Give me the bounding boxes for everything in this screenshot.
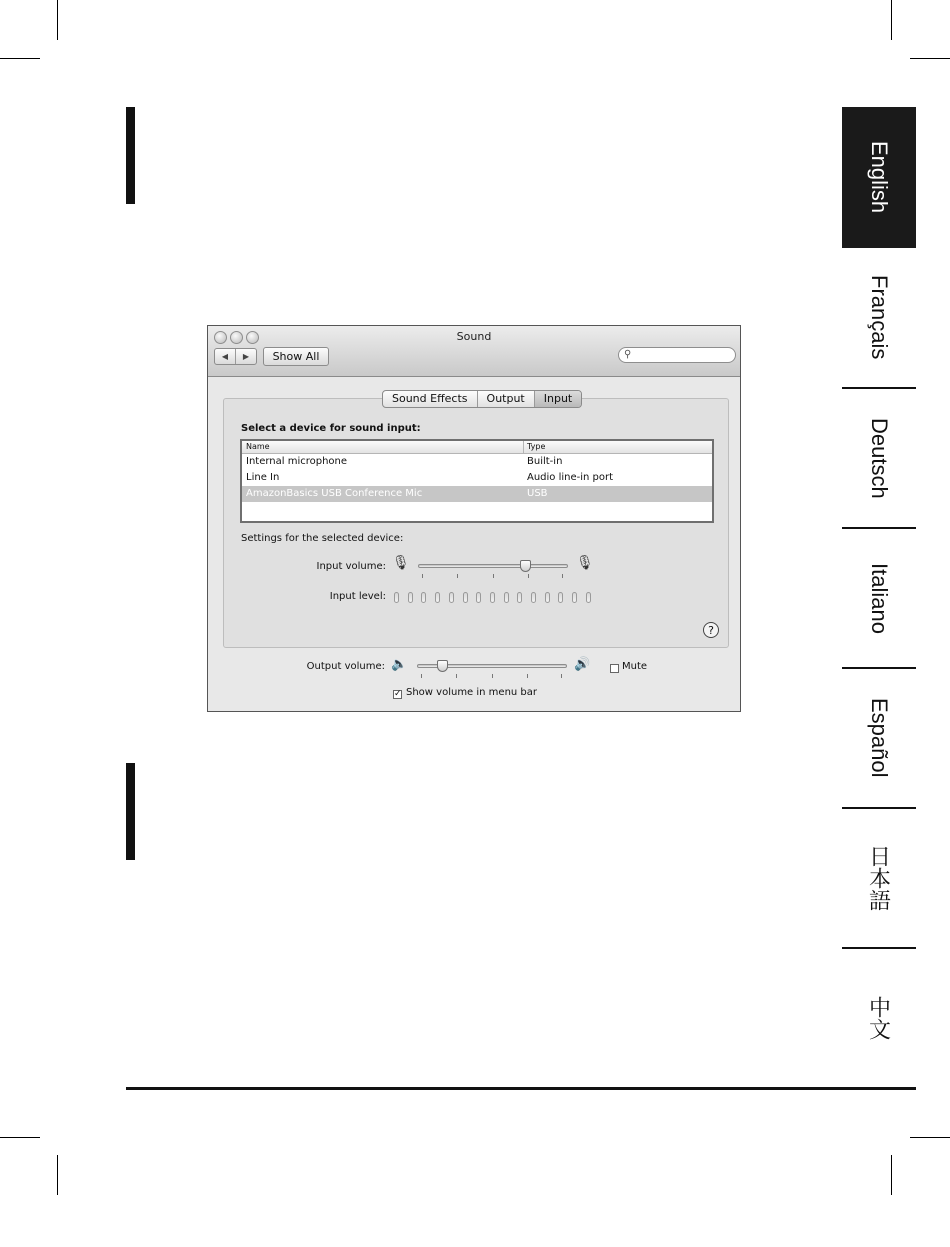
level-segment [421, 592, 426, 603]
crop-mark [57, 0, 58, 40]
lang-tab-espanol[interactable] [842, 669, 916, 807]
help-button[interactable]: ? [703, 622, 719, 638]
show-all-button[interactable]: Show All [263, 347, 329, 366]
mute-label: Mute [622, 661, 648, 672]
tick [456, 674, 457, 678]
crop-mark [0, 58, 40, 59]
tick [562, 574, 563, 578]
device-row[interactable] [242, 470, 712, 486]
column-name[interactable]: Name [246, 442, 270, 451]
lang-label: 中文 [866, 996, 892, 1040]
device-row[interactable] [242, 454, 712, 470]
device-row-selected[interactable] [242, 486, 712, 502]
input-panel [223, 398, 729, 648]
sound-window [207, 325, 741, 712]
speaker-high-icon: 🔊 [574, 657, 591, 672]
list-header [242, 441, 712, 454]
device-type: Built-in [527, 456, 563, 467]
output-volume-label: Output volume: [306, 661, 385, 672]
crop-mark [910, 1137, 950, 1138]
show-volume-label: Show volume in menu bar [406, 687, 538, 698]
input-volume-label: Input volume: [316, 561, 386, 572]
device-type: Audio line-in port [527, 472, 614, 483]
lang-label: Español [867, 698, 892, 778]
level-segment [408, 592, 413, 603]
lang-label: English [867, 141, 892, 214]
window-title: Sound [456, 330, 492, 343]
device-type: USB [527, 488, 548, 499]
crop-mark [891, 1155, 892, 1195]
level-segment [572, 592, 577, 603]
tab-control [382, 390, 582, 408]
lang-tab-italiano[interactable] [842, 529, 916, 667]
column-divider [523, 441, 524, 453]
lang-tab-japanese[interactable] [842, 809, 916, 947]
column-type[interactable]: Type [527, 442, 546, 451]
lang-label: Français [867, 275, 892, 360]
search-input[interactable] [635, 349, 731, 361]
section-bar [126, 107, 135, 204]
lang-tab-deutsch[interactable] [842, 389, 916, 527]
tab-output[interactable]: Output [477, 391, 534, 407]
crop-mark [891, 0, 892, 40]
device-name: Internal microphone [246, 456, 348, 467]
tick [528, 574, 529, 578]
forward-button[interactable]: ▶ [235, 349, 256, 364]
settings-label: Settings for the selected device: [241, 533, 404, 544]
select-device-label: Select a device for sound input: [241, 423, 421, 434]
show-volume-checkbox[interactable]: ✓ [394, 689, 402, 699]
mute-checkbox[interactable] [610, 664, 619, 673]
device-name: Line In [246, 472, 280, 483]
level-segment [517, 592, 522, 603]
level-segment [449, 592, 454, 603]
footer-rule [126, 1087, 916, 1090]
tick [492, 674, 493, 678]
level-segment [435, 592, 440, 603]
level-segment [531, 592, 536, 603]
title-bar [208, 326, 740, 377]
level-segment [558, 592, 563, 603]
tick [457, 574, 458, 578]
level-segment [504, 592, 509, 603]
back-button[interactable]: ◀ [221, 352, 229, 361]
device-name: AmazonBasics USB Conference Mic [246, 488, 423, 499]
lang-label: Italiano [867, 562, 892, 634]
level-segment [476, 592, 481, 603]
tick [527, 674, 528, 678]
tick [561, 674, 562, 678]
tick [493, 574, 494, 578]
tab-input[interactable]: Input [534, 391, 581, 407]
tab-sound-effects[interactable]: Sound Effects [392, 392, 468, 405]
level-segment [586, 592, 591, 603]
tick [421, 674, 422, 678]
lang-tab-english[interactable] [842, 107, 916, 248]
input-volume-track[interactable] [418, 564, 568, 568]
lang-tab-chinese[interactable] [842, 949, 916, 1087]
microphone-low-icon: 🎙 [392, 555, 410, 571]
speaker-low-icon: 🔈 [391, 657, 408, 672]
section-bar [126, 763, 135, 860]
crop-mark [910, 58, 950, 59]
lang-label: Deutsch [867, 417, 892, 499]
level-segment [394, 592, 399, 603]
lang-tab-francais[interactable] [842, 248, 916, 387]
level-segment [463, 592, 468, 603]
lang-label: 日本語 [866, 845, 892, 911]
input-volume-knob[interactable] [520, 560, 531, 572]
search-field [618, 347, 736, 363]
level-segment [490, 592, 495, 603]
level-segment [545, 592, 550, 603]
input-level-label: Input level: [329, 591, 386, 602]
microphone-high-icon: 🎙 [576, 555, 594, 571]
output-volume-track[interactable] [417, 664, 567, 668]
crop-mark [0, 1137, 40, 1138]
output-volume-knob[interactable] [437, 660, 448, 672]
device-list[interactable] [240, 439, 714, 523]
tick [422, 574, 423, 578]
nav-buttons [214, 348, 257, 365]
magnifier-icon: ⚲ [624, 349, 632, 360]
crop-mark [57, 1155, 58, 1195]
